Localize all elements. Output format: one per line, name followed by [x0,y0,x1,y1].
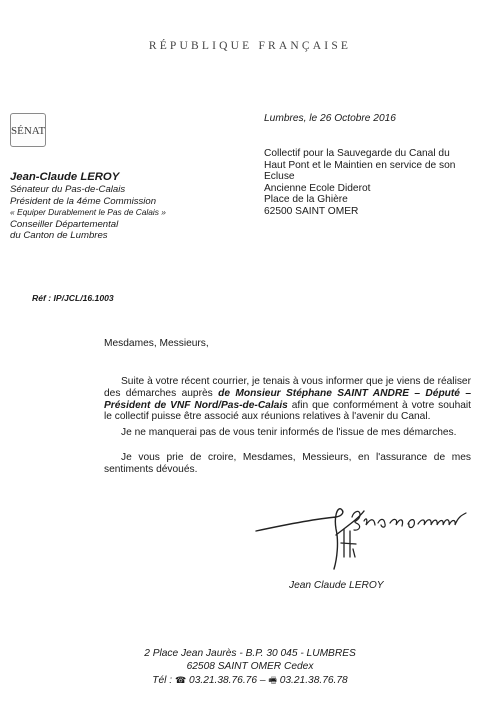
body-paragraph [104,452,471,476]
recipient-line: 62500 SAINT OMER [264,205,359,217]
republic-header: RÉPUBLIQUE FRANÇAISE [148,40,352,52]
footer-address [0,648,500,687]
recipient-address [264,148,455,217]
sender-name: Jean-Claude LEROY [10,171,120,183]
body-text: Je ne manquerai pas de vous tenir informés de l'issue de mes démarches. [121,427,457,438]
signer-name: Jean Claude LEROY [289,580,384,591]
sender-block [10,170,166,242]
sender-title-line: du Canton de Lumbres [10,230,108,242]
fax-number: 03.21.38.76.78 [279,674,348,686]
footer-address-line: 2 Place Jean Jaurès - B.P. 30 045 - LUMBRES [144,648,356,659]
sender-title-line: Conseiller Départemental [10,218,119,230]
phone-number: 03.21.38.76.76 [189,674,258,686]
body-text: afin que conformément à votre souhait le collectif puisse être associé aux réunions relatives à l'avenir du Canal. [104,399,471,423]
body-paragraph [104,427,471,439]
phone-icon: ☎ [174,674,187,685]
salutation: Mesdames, Messieurs, [104,338,209,349]
footer-address-line: 62508 SAINT OMER Cedex [186,660,314,672]
sender-title-line: Président de la 4éme Commission [10,195,157,207]
footer-contact-line [0,674,500,688]
recipient-line: Place de la Ghière [264,194,348,205]
reference-number: Réf : IP/JCL/16.1003 [32,293,114,303]
tel-label: Tél : [152,674,173,686]
body-emphasis: de Monsieur Stéphane SAINT ANDRE – Député – Président de VNF Nord/Pas-de-Calais [104,387,471,411]
recipient-line: Collectif pour la Sauvegarde du Canal du [264,148,450,159]
recipient-line: Ecluse [264,171,295,182]
sender-title-line: Sénateur du Pas-de-Calais [10,184,126,195]
body-paragraph [104,376,471,423]
sender-title-line: « Equiper Durablement le Pas de Calais » [10,207,166,218]
recipient-line: Haut Pont et le Maintien en service de son [264,159,456,171]
senat-logo: SÉNAT [10,113,46,147]
recipient-line: Ancienne Ecole Diderot [264,182,371,194]
separator: – [259,674,266,686]
body-text: Je vous prie de croire, Mesdames, Messieurs, en l'assurance de mes sentiments dévoués. [104,452,471,475]
letter-date: Lumbres, le 26 Octobre 2016 [264,113,396,124]
body-text: Suite à votre récent courrier, je tenais à vous informer que je viens de réaliser des démarches auprès [104,376,471,399]
handwritten-signature [244,497,484,577]
fax-icon: 🖷 [268,674,277,685]
